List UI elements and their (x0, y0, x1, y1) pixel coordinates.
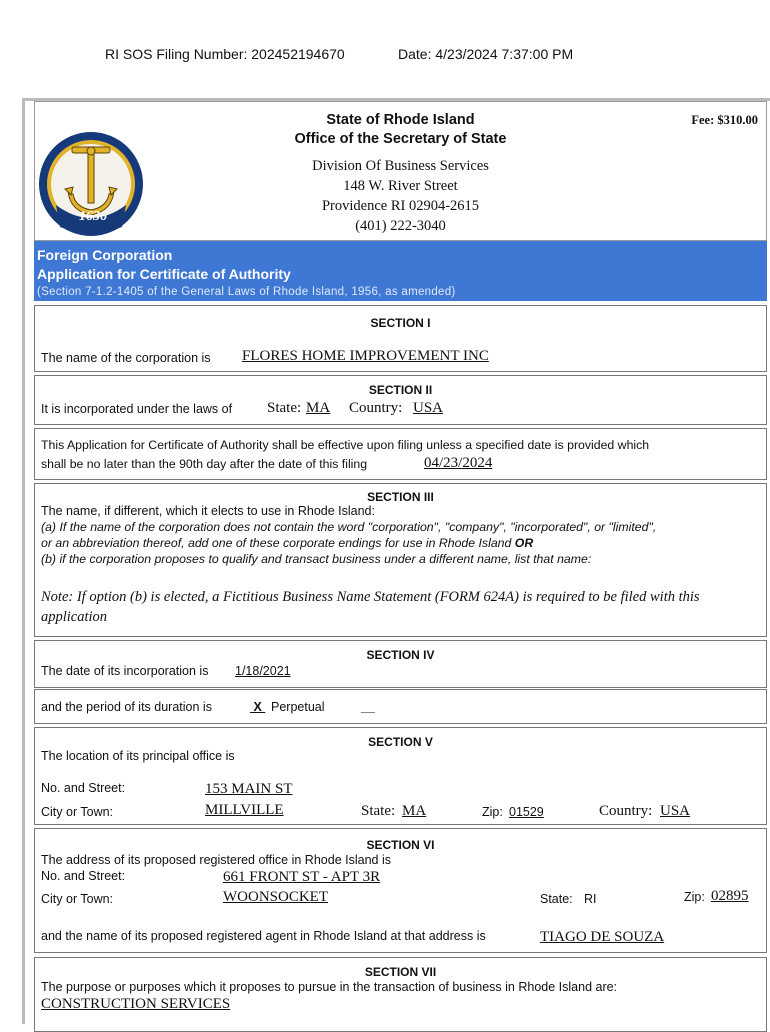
section-7-heading: SECTION VII (364, 965, 437, 979)
section-4 (34, 640, 767, 688)
alt-name-line-3: or an abbreviation thereof, add one of these corporate endings for use in Rhode Island OR (41, 536, 534, 550)
form-title-banner (34, 241, 767, 301)
division-phone: (401) 222-3040 (355, 218, 446, 234)
filing-date: Date: 4/23/2024 7:37:00 PM (398, 46, 574, 62)
registered-street-value: 661 FRONT ST - APT 3R (223, 869, 381, 885)
registered-city-label: City or Town: (41, 892, 114, 906)
registered-zip-label: Zip: (684, 890, 705, 904)
registered-city-value: WOONSOCKET (223, 889, 328, 905)
division-street: 148 W. River Street (343, 178, 458, 194)
section-1-heading: SECTION I (370, 316, 431, 330)
registered-office-label: The address of its proposed registered office in Rhode Island is (41, 853, 391, 867)
state-label: State: (267, 400, 302, 416)
alt-name-line-1: The name, if different, which it elects to use in Rhode Island: (41, 504, 375, 518)
registered-state-value: RI (584, 892, 597, 906)
section-6-heading: SECTION VI (366, 838, 435, 852)
effective-date-section (34, 428, 767, 480)
incorporation-date-value: 1/18/2021 (235, 664, 291, 678)
banner-title-1: Foreign Corporation (37, 247, 173, 263)
principal-street-label: No. and Street: (41, 781, 126, 795)
effective-line-2: shall be no later than the 90th day after the date of this filing (41, 457, 368, 471)
division-city: Providence RI 02904-2615 (321, 198, 480, 214)
registered-street-label: No. and Street: (41, 869, 126, 883)
state-title: State of Rhode Island (326, 112, 475, 128)
duration-row (34, 689, 767, 724)
seal-year: 1636 (79, 209, 107, 224)
perpetual-checkmark: X (253, 700, 262, 714)
section-5 (34, 727, 767, 825)
section-3-heading: SECTION III (367, 490, 434, 504)
corp-name-value: FLORES HOME IMPROVEMENT INC (242, 348, 489, 364)
principal-country-label: Country: (599, 803, 653, 819)
purpose-value: CONSTRUCTION SERVICES (41, 996, 231, 1012)
corp-name-label: The name of the corporation is (41, 351, 211, 365)
section-1 (34, 305, 767, 372)
section-7 (34, 957, 767, 1032)
form-page (22, 98, 770, 1024)
section-5-heading: SECTION V (368, 735, 433, 749)
division-name: Division Of Business Services (312, 158, 489, 174)
registered-zip-value: 02895 (711, 888, 749, 904)
alt-name-line-4: (b) if the corporation proposes to qualify and transact business under a different name, list that name: (41, 552, 592, 566)
filing-number: RI SOS Filing Number: 202452194670 (105, 46, 345, 62)
principal-zip-label: Zip: (482, 805, 503, 819)
purpose-label: The purpose or purposes which it proposes to pursue in the transaction of business in Rhode Island are: (41, 980, 618, 994)
principal-street-value: 153 MAIN ST (205, 781, 293, 797)
state-value: MA (306, 400, 331, 416)
principal-country-value: USA (660, 803, 691, 819)
effective-line-1: This Application for Certificate of Authority shall be effective upon filing unless a specified date is provided which (41, 438, 650, 452)
registered-state-label: State: (540, 892, 573, 906)
principal-state-value: MA (402, 803, 427, 819)
effective-date-value: 04/23/2024 (424, 455, 493, 471)
perpetual-label: Perpetual (271, 700, 325, 714)
section-2-heading: SECTION II (368, 383, 433, 397)
note-line-1: Note: If option (b) is elected, a Fictitious Business Name Statement (FORM 624A) is required to be filed with this (41, 589, 700, 605)
country-label: Country: (349, 400, 403, 416)
principal-zip-value: 01529 (509, 805, 544, 819)
principal-city-value: MILLVILLE (205, 802, 284, 818)
banner-subtitle: (Section 7-1.2-1405 of the General Laws of Rhode Island, 1956, as amended) (37, 286, 456, 298)
principal-state-label: State: (361, 803, 396, 819)
registered-agent-value: TIAGO DE SOUZA (540, 929, 665, 945)
incorporation-date-label: The date of its incorporation is (41, 664, 209, 678)
registered-agent-label: and the name of its proposed registered agent in Rhode Island at that address is (41, 929, 486, 943)
duration-label: and the period of its duration is (41, 700, 212, 714)
section-6 (34, 828, 767, 953)
note-line-2: application (41, 609, 108, 625)
fee: Fee: $310.00 (691, 113, 758, 127)
incorporation-label: It is incorporated under the laws of (41, 402, 233, 416)
country-value: USA (413, 400, 444, 416)
header-box (34, 101, 767, 241)
duration-blank: __ (361, 700, 375, 714)
principal-city-label: City or Town: (41, 805, 114, 819)
banner-title-2: Application for Certificate of Authority (37, 266, 291, 282)
alt-name-line-2: (a) If the name of the corporation does not contain the word "corporation", "company", "incorporated", or "limited", (41, 520, 657, 534)
principal-office-label: The location of its principal office is (41, 749, 235, 763)
section-3 (34, 483, 767, 637)
office-title: Office of the Secretary of State (294, 131, 507, 147)
section-4-heading: SECTION IV (366, 648, 435, 662)
section-2 (34, 375, 767, 425)
